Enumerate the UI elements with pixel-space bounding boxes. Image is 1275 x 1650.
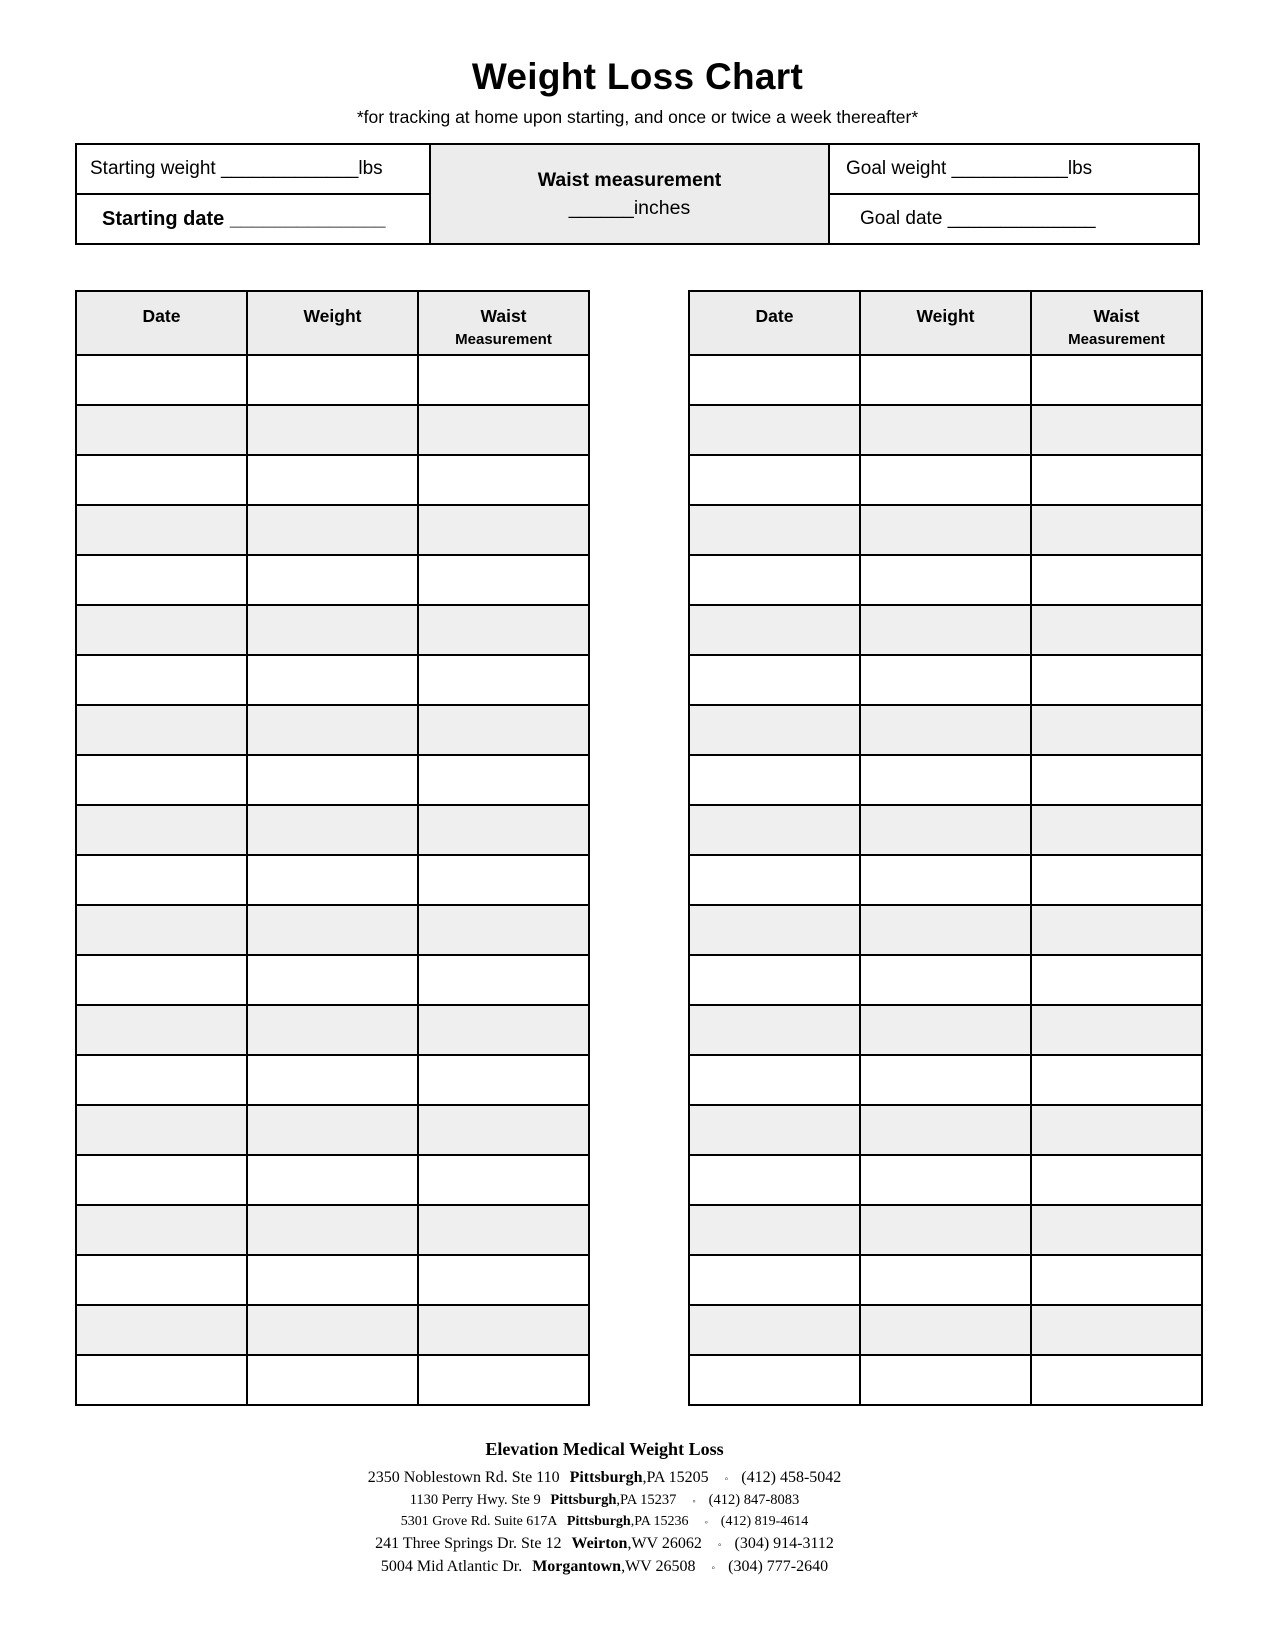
location-city: Pittsburgh <box>569 1469 643 1486</box>
log-cell-waist-empty <box>1031 1105 1202 1155</box>
log-cell-waist-empty <box>1031 705 1202 755</box>
log-cell-date-empty <box>689 1305 860 1355</box>
log-row <box>689 1305 1202 1355</box>
log-cell-waist-empty <box>418 1355 589 1405</box>
log-row <box>689 805 1202 855</box>
waist-measurement-label: Waist measurement <box>537 168 722 191</box>
log-cell-waist-empty <box>418 655 589 705</box>
log-cell-weight-empty <box>247 1305 418 1355</box>
log-table-right <box>688 290 1203 1406</box>
log-cell-weight-empty <box>860 855 1031 905</box>
log-cell-date-empty <box>76 755 247 805</box>
log-table-left-body <box>76 355 589 1405</box>
log-cell-weight-empty <box>247 755 418 805</box>
log-cell-weight-empty <box>247 1255 418 1305</box>
location-region: ,PA 15237 <box>616 1492 677 1508</box>
log-cell-weight-empty <box>860 805 1031 855</box>
location-region: ,PA 15236 <box>630 1514 689 1529</box>
log-cell-weight-empty <box>860 1055 1031 1105</box>
log-cell-date-empty <box>76 1205 247 1255</box>
log-cell-weight-empty <box>860 1255 1031 1305</box>
log-cell-waist-empty <box>418 1205 589 1255</box>
location-city-region <box>532 1558 695 1575</box>
log-cell-date-empty <box>76 955 247 1005</box>
waist-blank-line: ______ <box>568 197 634 219</box>
log-cell-waist-empty <box>1031 405 1202 455</box>
log-cell-weight-empty <box>860 905 1031 955</box>
log-cell-date-empty <box>76 855 247 905</box>
log-cell-weight-empty <box>247 1105 418 1155</box>
separator-bullet-icon: ◦ <box>704 1517 708 1527</box>
clinic-location-line <box>0 1492 1209 1509</box>
log-row <box>76 355 589 405</box>
log-cell-waist-empty <box>418 1255 589 1305</box>
log-row <box>76 855 589 905</box>
log-row <box>689 1105 1202 1155</box>
log-cell-waist-empty <box>1031 1255 1202 1305</box>
goal-date-label: Goal date <box>860 208 943 229</box>
waist-header-line1: Waist <box>1093 306 1140 326</box>
page-title: Weight Loss Chart <box>471 56 804 97</box>
log-cell-date-empty <box>689 1105 860 1155</box>
log-cell-waist-empty <box>1031 1155 1202 1205</box>
waist-unit: inches <box>633 197 691 219</box>
log-row <box>689 905 1202 955</box>
log-row <box>689 405 1202 455</box>
log-cell-date-empty <box>76 1355 247 1405</box>
location-address: 2350 Noblestown Rd. Ste 110 <box>367 1469 560 1486</box>
log-cell-date-empty <box>689 1155 860 1205</box>
log-cell-weight-empty <box>860 555 1031 605</box>
log-row <box>76 1155 589 1205</box>
log-cell-weight-empty <box>247 605 418 655</box>
log-cell-waist-empty <box>1031 955 1202 1005</box>
log-cell-weight-empty <box>247 805 418 855</box>
log-cell-weight-empty <box>860 1005 1031 1055</box>
log-cell-waist-empty <box>418 605 589 655</box>
starting-weight-field <box>77 145 429 195</box>
log-tables-container <box>75 290 1203 1406</box>
log-cell-weight-empty <box>247 405 418 455</box>
log-row <box>689 355 1202 405</box>
log-row <box>76 405 589 455</box>
goal-weight-field <box>830 145 1198 195</box>
log-row <box>689 655 1202 705</box>
page-subtitle: *for tracking at home upon starting, and once or twice a week thereafter* <box>356 107 919 127</box>
log-row <box>76 1355 589 1405</box>
log-cell-waist-empty <box>418 1105 589 1155</box>
log-cell-date-empty <box>76 1305 247 1355</box>
log-cell-waist-empty <box>1031 455 1202 505</box>
column-header-weight: Weight <box>247 291 418 355</box>
separator-bullet-icon: ◦ <box>717 1540 722 1551</box>
log-cell-waist-empty <box>1031 655 1202 705</box>
log-cell-date-empty <box>689 955 860 1005</box>
separator-bullet-icon: ◦ <box>711 1563 716 1574</box>
log-cell-weight-empty <box>247 705 418 755</box>
log-row <box>689 1055 1202 1105</box>
log-cell-waist-empty <box>1031 905 1202 955</box>
clinic-footer <box>0 1439 1275 1576</box>
log-cell-date-empty <box>76 455 247 505</box>
log-cell-waist-empty <box>418 405 589 455</box>
log-cell-date-empty <box>689 905 860 955</box>
log-cell-date-empty <box>689 505 860 555</box>
log-row <box>76 755 589 805</box>
log-row <box>689 955 1202 1005</box>
log-cell-date-empty <box>76 555 247 605</box>
log-cell-date-empty <box>689 1355 860 1405</box>
log-cell-date-empty <box>76 505 247 555</box>
location-phone: (304) 914-3112 <box>734 1535 834 1552</box>
log-cell-weight-empty <box>860 505 1031 555</box>
starting-date-field <box>77 195 429 243</box>
separator-bullet-icon: ◦ <box>692 1497 696 1507</box>
log-row <box>689 455 1202 505</box>
log-cell-date-empty <box>689 605 860 655</box>
log-cell-date-empty <box>76 655 247 705</box>
log-cell-waist-empty <box>1031 1205 1202 1255</box>
log-row <box>689 1255 1202 1305</box>
location-city: Pittsburgh <box>550 1492 617 1508</box>
log-cell-date-empty <box>76 705 247 755</box>
log-cell-waist-empty <box>1031 755 1202 805</box>
log-cell-waist-empty <box>418 805 589 855</box>
log-cell-waist-empty <box>418 1305 589 1355</box>
log-cell-waist-empty <box>418 705 589 755</box>
starting-date-blank-line: ______________ <box>229 207 386 230</box>
log-cell-date-empty <box>689 1255 860 1305</box>
log-row <box>76 555 589 605</box>
log-cell-date-empty <box>76 1155 247 1205</box>
log-row <box>76 1255 589 1305</box>
log-cell-date-empty <box>689 755 860 805</box>
location-city-region <box>567 1514 689 1529</box>
log-cell-date-empty <box>76 605 247 655</box>
log-row <box>76 605 589 655</box>
log-cell-weight-empty <box>247 1205 418 1255</box>
log-cell-weight-empty <box>247 955 418 1005</box>
location-region: ,WV 26508 <box>621 1558 696 1575</box>
location-address: 241 Three Springs Dr. Ste 12 <box>375 1535 562 1552</box>
log-cell-date-empty <box>76 905 247 955</box>
location-address: 5301 Grove Rd. Suite 617A <box>400 1514 558 1529</box>
clinic-location-line <box>0 1514 1209 1530</box>
location-city: Pittsburgh <box>566 1514 631 1529</box>
log-row <box>76 1005 589 1055</box>
log-cell-date-empty <box>76 1105 247 1155</box>
location-phone: (412) 819-4614 <box>720 1514 809 1529</box>
log-row <box>689 1205 1202 1255</box>
starting-weight-label: Starting weight <box>90 158 216 179</box>
log-cell-waist-empty <box>1031 555 1202 605</box>
log-row <box>689 1155 1202 1205</box>
log-row <box>76 655 589 705</box>
log-cell-weight-empty <box>860 1205 1031 1255</box>
log-row <box>689 605 1202 655</box>
column-header-waist-measurement <box>418 291 589 355</box>
log-table-right-body <box>689 355 1202 1405</box>
log-table-header-row <box>76 291 589 355</box>
log-row <box>689 1355 1202 1405</box>
log-cell-weight-empty <box>860 1305 1031 1355</box>
log-cell-waist-empty <box>418 355 589 405</box>
summary-right-cell <box>830 145 1198 243</box>
log-cell-weight-empty <box>247 1155 418 1205</box>
log-cell-weight-empty <box>860 1105 1031 1155</box>
log-row <box>76 455 589 505</box>
log-row <box>76 1205 589 1255</box>
column-header-date: Date <box>76 291 247 355</box>
log-cell-waist-empty <box>418 755 589 805</box>
log-cell-weight-empty <box>860 705 1031 755</box>
log-row <box>76 1055 589 1105</box>
log-cell-weight-empty <box>247 355 418 405</box>
waist-header-line2: Measurement <box>1068 331 1165 348</box>
separator-bullet-icon: ◦ <box>724 1474 729 1485</box>
log-cell-date-empty <box>689 655 860 705</box>
log-cell-weight-empty <box>860 405 1031 455</box>
log-cell-weight-empty <box>247 1055 418 1105</box>
location-city: Weirton <box>571 1535 628 1552</box>
clinic-location-line <box>0 1469 1209 1487</box>
log-cell-date-empty <box>76 805 247 855</box>
location-phone: (412) 458-5042 <box>741 1469 842 1486</box>
log-cell-waist-empty <box>418 905 589 955</box>
column-header-waist-measurement <box>1031 291 1202 355</box>
location-city-region <box>550 1492 676 1508</box>
summary-box <box>75 143 1200 245</box>
log-row <box>76 805 589 855</box>
column-header-weight: Weight <box>860 291 1031 355</box>
location-region: ,PA 15205 <box>642 1469 709 1486</box>
location-region: ,WV 26062 <box>627 1535 702 1552</box>
log-row <box>689 855 1202 905</box>
summary-left-cell <box>77 145 431 243</box>
log-cell-waist-empty <box>418 855 589 905</box>
log-cell-waist-empty <box>418 505 589 555</box>
location-phone: (304) 777-2640 <box>728 1558 829 1575</box>
log-cell-date-empty <box>689 855 860 905</box>
log-cell-weight-empty <box>247 1355 418 1405</box>
log-cell-weight-empty <box>860 605 1031 655</box>
log-cell-waist-empty <box>1031 605 1202 655</box>
waist-measurement-field <box>431 145 830 243</box>
log-cell-date-empty <box>689 405 860 455</box>
starting-date-label: Starting date <box>102 207 225 230</box>
log-cell-waist-empty <box>418 1005 589 1055</box>
log-cell-waist-empty <box>418 1155 589 1205</box>
location-address: 1130 Perry Hwy. Ste 9 <box>409 1492 541 1508</box>
log-cell-waist-empty <box>418 955 589 1005</box>
starting-weight-blank-line: _____________ <box>220 158 359 179</box>
log-cell-weight-empty <box>247 855 418 905</box>
log-row <box>689 505 1202 555</box>
log-table-header-row <box>689 291 1202 355</box>
log-cell-weight-empty <box>860 1155 1031 1205</box>
log-cell-waist-empty <box>1031 1005 1202 1055</box>
log-cell-waist-empty <box>418 1055 589 1105</box>
log-row <box>76 1105 589 1155</box>
waist-measurement-blank <box>569 194 690 222</box>
log-table-left <box>75 290 590 1406</box>
log-cell-waist-empty <box>1031 505 1202 555</box>
log-row <box>689 705 1202 755</box>
log-row <box>76 955 589 1005</box>
goal-date-blank-line: ______________ <box>947 208 1096 229</box>
location-address: 5004 Mid Atlantic Dr. <box>380 1558 523 1575</box>
log-cell-waist-empty <box>1031 355 1202 405</box>
log-cell-date-empty <box>76 1055 247 1105</box>
log-cell-waist-empty <box>1031 1355 1202 1405</box>
goal-weight-unit: lbs <box>1067 158 1093 179</box>
log-cell-waist-empty <box>1031 855 1202 905</box>
log-cell-date-empty <box>689 1055 860 1105</box>
log-cell-weight-empty <box>247 905 418 955</box>
log-row <box>76 505 589 555</box>
log-row <box>689 755 1202 805</box>
log-row <box>689 1005 1202 1055</box>
clinic-location-line <box>0 1535 1209 1553</box>
waist-header-line2: Measurement <box>455 331 552 348</box>
log-cell-date-empty <box>76 355 247 405</box>
log-row <box>76 705 589 755</box>
log-cell-date-empty <box>689 1205 860 1255</box>
goal-weight-label: Goal weight <box>846 158 947 179</box>
column-header-date: Date <box>689 291 860 355</box>
log-cell-date-empty <box>689 1005 860 1055</box>
log-row <box>689 555 1202 605</box>
goal-weight-blank-line: ___________ <box>951 158 1068 179</box>
starting-weight-unit: lbs <box>358 158 383 179</box>
location-city-region <box>571 1535 701 1552</box>
log-cell-weight-empty <box>247 455 418 505</box>
log-cell-date-empty <box>76 405 247 455</box>
goal-date-field <box>830 195 1198 243</box>
location-city-region <box>570 1469 709 1486</box>
log-cell-date-empty <box>76 1005 247 1055</box>
clinic-name: Elevation Medical Weight Loss <box>485 1439 724 1459</box>
log-cell-weight-empty <box>860 455 1031 505</box>
log-cell-waist-empty <box>1031 1055 1202 1105</box>
location-city: Morgantown <box>532 1558 622 1575</box>
log-cell-date-empty <box>689 455 860 505</box>
log-cell-date-empty <box>689 355 860 405</box>
log-cell-waist-empty <box>1031 1305 1202 1355</box>
log-cell-weight-empty <box>860 755 1031 805</box>
log-row <box>76 905 589 955</box>
log-cell-weight-empty <box>247 505 418 555</box>
log-cell-date-empty <box>76 1255 247 1305</box>
waist-header-line1: Waist <box>480 306 527 326</box>
log-cell-weight-empty <box>247 555 418 605</box>
log-cell-waist-empty <box>418 555 589 605</box>
log-cell-waist-empty <box>418 455 589 505</box>
log-cell-weight-empty <box>860 955 1031 1005</box>
log-cell-date-empty <box>689 555 860 605</box>
log-cell-waist-empty <box>1031 805 1202 855</box>
log-cell-date-empty <box>689 705 860 755</box>
clinic-location-line <box>0 1558 1209 1576</box>
log-cell-weight-empty <box>860 1355 1031 1405</box>
log-row <box>76 1305 589 1355</box>
location-phone: (412) 847-8083 <box>708 1492 800 1508</box>
log-cell-date-empty <box>689 805 860 855</box>
log-cell-weight-empty <box>247 655 418 705</box>
log-cell-weight-empty <box>860 355 1031 405</box>
log-cell-weight-empty <box>247 1005 418 1055</box>
log-cell-weight-empty <box>860 655 1031 705</box>
